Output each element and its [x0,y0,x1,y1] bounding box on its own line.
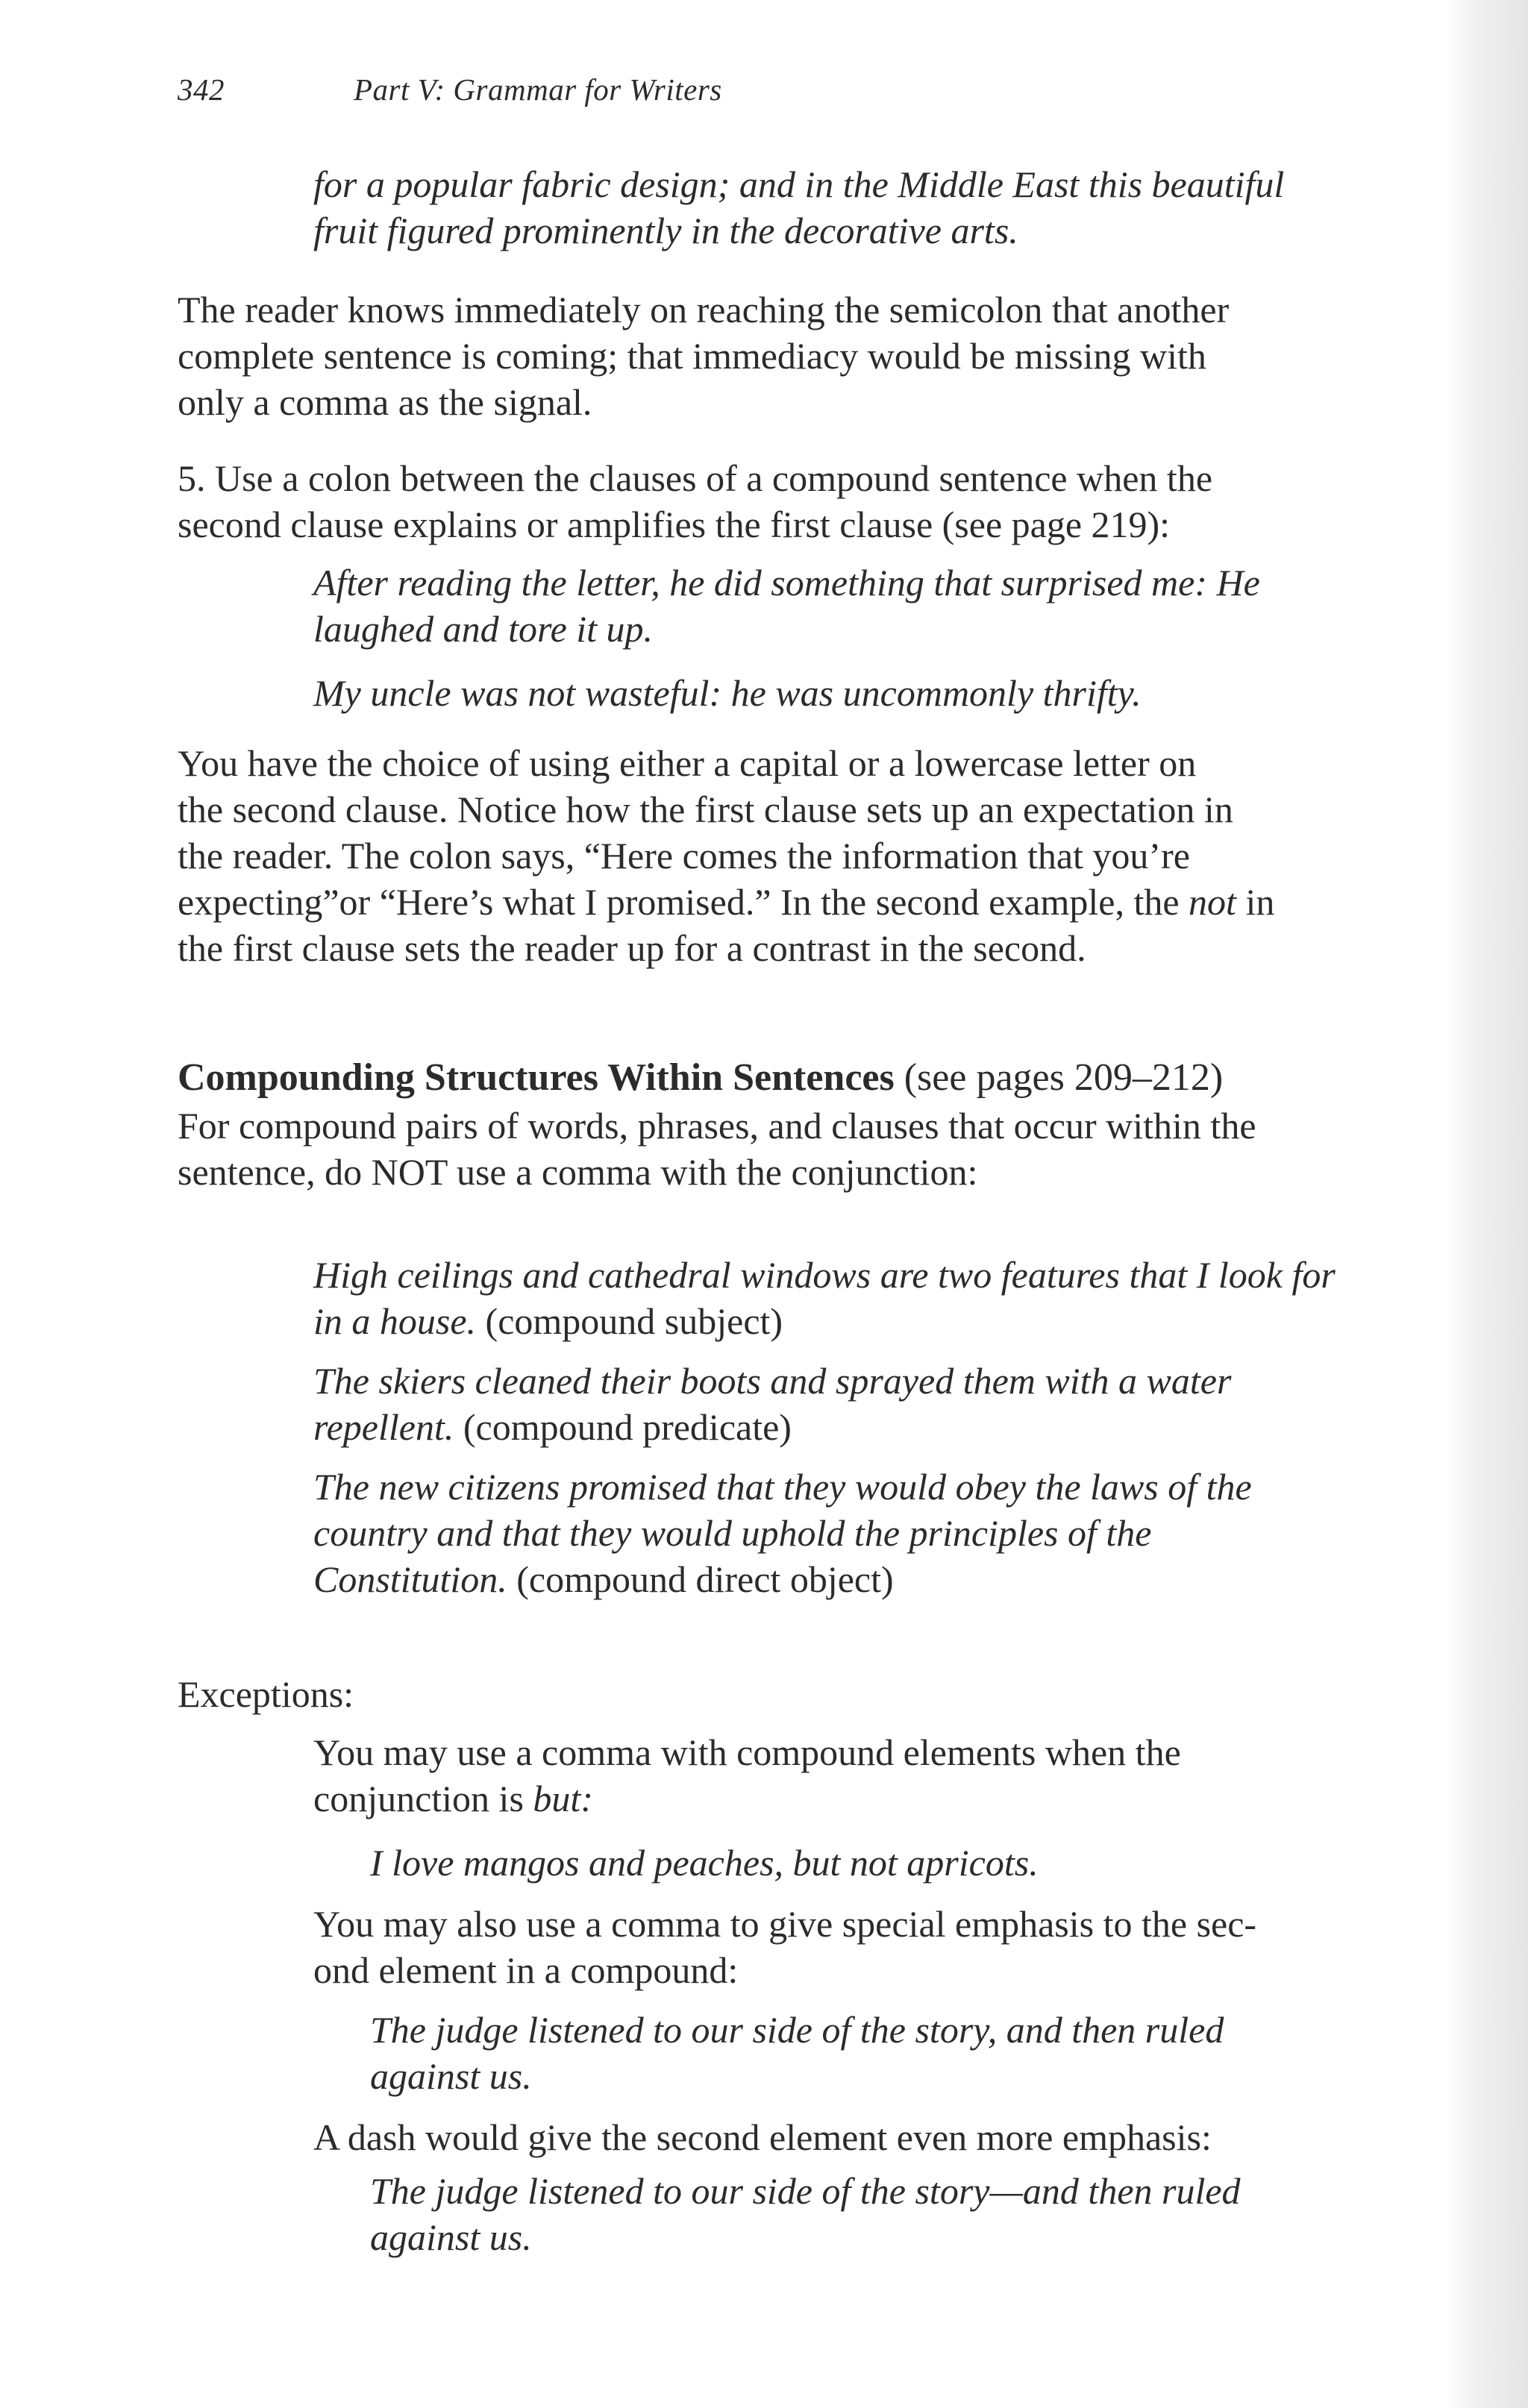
exception-2-example [370,2007,1224,2099]
text-run: Constitution. [313,1558,507,1600]
exception-1-example: I love mangos and peaches, but not apricots. [370,1842,1039,1884]
paragraph-line: You may also use a comma to give special emphasis to the sec- [313,1903,1257,1945]
running-title: Part V: Grammar for Writers [354,72,722,107]
text-run: in [1245,881,1275,923]
colon-example-1 [313,559,1260,652]
compound-example-predicate [313,1358,1231,1450]
paragraph-line: second clause explains or amplifies the first clause (see page 219): [178,504,1171,545]
paragraph-semicolon [178,286,1229,425]
section-intro [178,1103,1256,1195]
paragraph-line: sentence, do NOT use a comma with the conjunction: [178,1151,978,1193]
paragraph-line: the second clause. Notice how the first clause sets up an expectation in [178,788,1233,830]
paragraph-line: the first clause sets the reader up for a contrast in the second. [178,927,1086,969]
example-note: (compound predicate) [463,1406,792,1448]
example-line [313,1298,1336,1344]
paragraph-line: 5. Use a colon between the clauses of a compound sentence when the [178,457,1213,499]
section-heading [178,1055,1223,1101]
example-line: The skiers cleaned their boots and sprayed them with a water [313,1360,1232,1402]
text-run: repellent. [313,1406,454,1448]
italic-word: not [1189,881,1236,923]
paragraph-line: You have the choice of using either a capital or a lowercase letter on [178,742,1197,784]
example-line: laughed and tore it up. [313,608,654,650]
compound-example-object [313,1464,1252,1602]
paragraph-line [178,879,1274,925]
example-line: My uncle was not wasteful: he was uncommonly thrifty. [313,672,1142,714]
paragraph-line: complete sentence is coming; that immediacy would be missing with [178,335,1206,377]
paragraph-line: You may use a comma with compound elements when the [313,1731,1181,1773]
example-line [313,1556,1252,1602]
paragraph-line: For compound pairs of words, phrases, and clauses that occur within the [178,1105,1256,1147]
example-line: The judge listened to our side of the story, and then ruled [370,2009,1224,2051]
paragraph-line: A dash would give the second element even more emphasis: [313,2116,1212,2158]
text-run: in a house. [313,1300,477,1342]
example-line: The new citizens promised that they would obey the laws of the [313,1466,1252,1508]
paragraph-line: only a comma as the signal. [178,381,592,423]
section-heading-ref: (see pages 209–212) [904,1056,1224,1099]
paragraph-line: The reader knows immediately on reaching the semicolon that another [178,289,1230,330]
exception-3-example [370,2168,1241,2260]
exception-2 [313,1901,1256,1993]
compound-example-subject [313,1252,1336,1344]
example-note: (compound subject) [485,1300,783,1342]
section-heading-line [178,1055,1223,1101]
paragraph-line: the reader. The colon says, “Here comes the information that you’re [178,835,1190,877]
paragraph-line [313,1775,1181,1822]
rule-5 [178,455,1212,548]
example-note: (compound direct object) [516,1558,894,1600]
section-heading-title: Compounding Structures Within Sentences [178,1056,895,1099]
example-line: High ceilings and cathedral windows are two features that I look for [313,1254,1336,1296]
text-run: conjunction is [313,1778,524,1819]
example-line: for a popular fabric design; and in the Middle East this beautiful [313,163,1285,205]
italic-word: but: [533,1778,593,1819]
paragraph-line: ond element in a compound: [313,1949,739,1991]
example-line [313,1404,1231,1450]
exception-1 [313,1729,1181,1822]
colon-example-2 [313,670,1142,716]
example-line: country and that they would uphold the principles of the [313,1512,1152,1554]
page-number: 342 [178,72,225,107]
text-run: expecting”or “Here’s what I promised.” In the second example, the [178,881,1180,923]
exception-3 [313,2114,1212,2160]
page-edge-shadow [1446,0,1528,2408]
exceptions-label: Exceptions: [178,1673,354,1715]
example-line: against us. [370,2216,532,2258]
paragraph-choice [178,740,1274,971]
example-line: After reading the letter, he did something that surprised me: He [313,562,1260,603]
example-line: The judge listened to our side of the story—and then ruled [370,2170,1241,2212]
carryover-example [313,161,1284,254]
example-line: fruit figured prominently in the decorative arts. [313,210,1018,251]
example-line: against us. [370,2055,532,2097]
